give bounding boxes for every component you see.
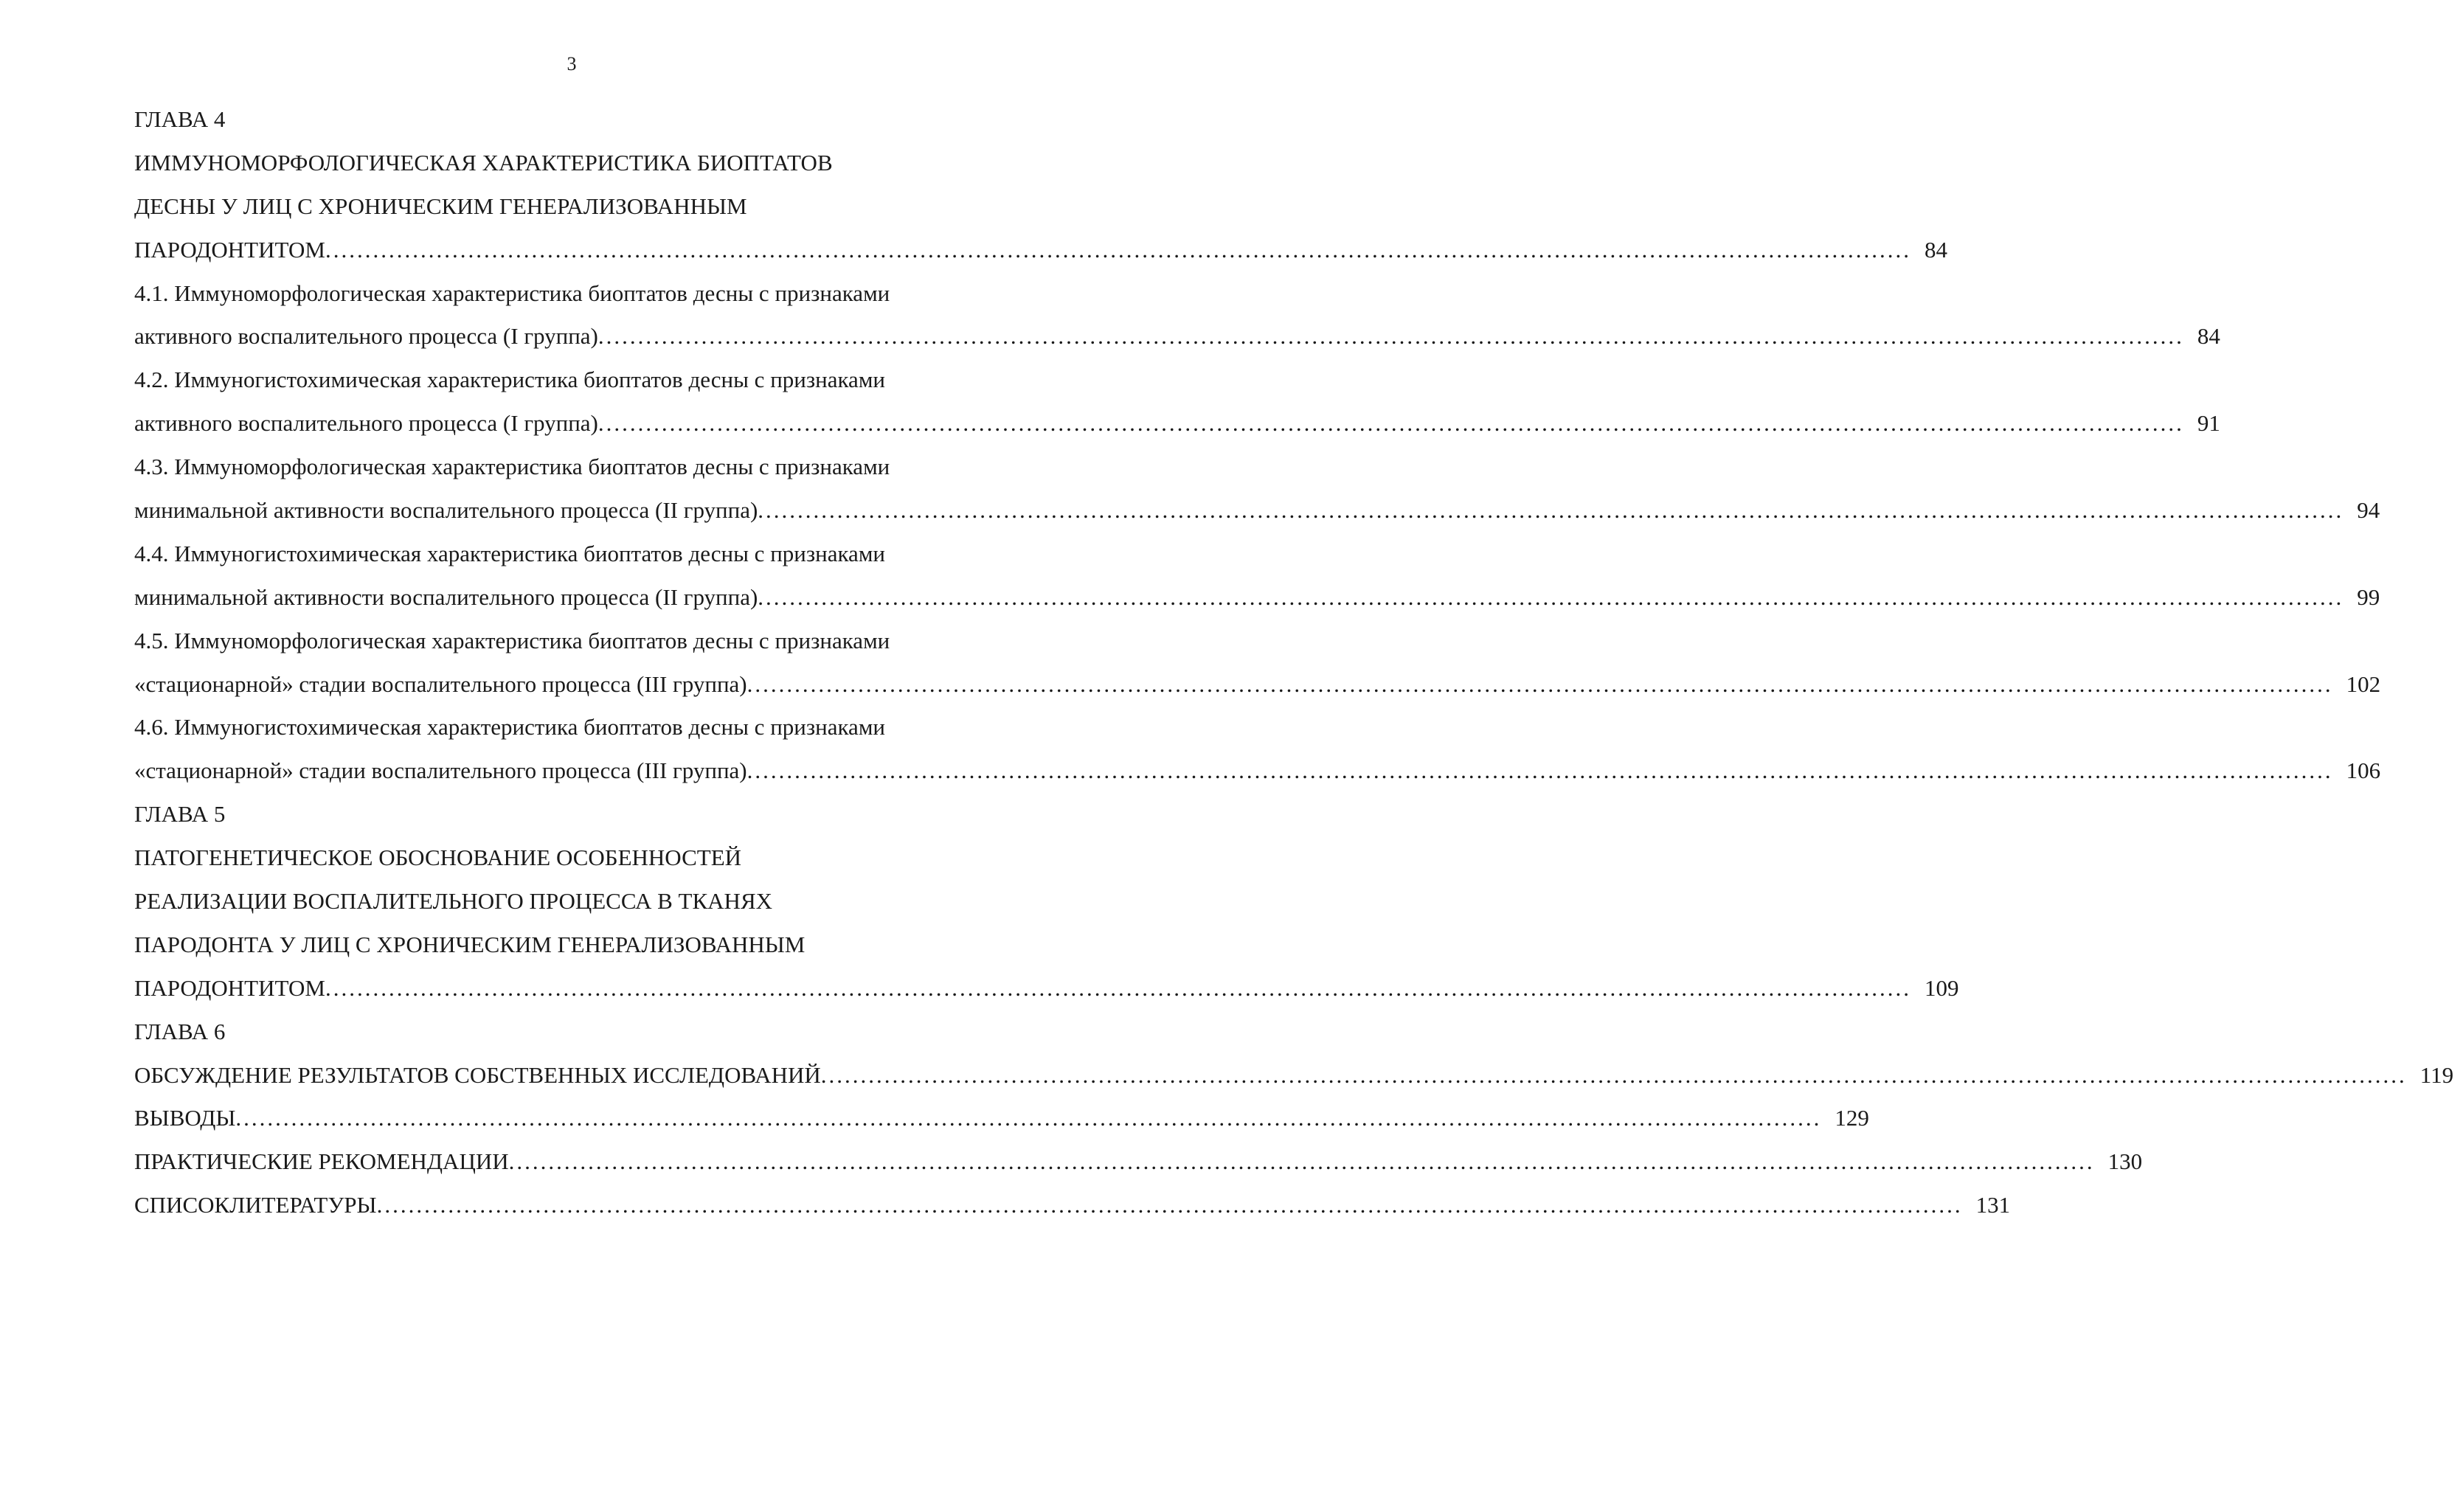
toc-line-text: 4.6. Иммуногистохимическая характеристика биоптатов десны с признаками [134, 714, 886, 741]
toc-entry [134, 1054, 2454, 1097]
toc-line-text: 4.2. Иммуногистохимическая характеристика биоптатов десны с признаками [134, 367, 886, 393]
table-of-contents [134, 98, 2454, 1227]
toc-entry [134, 967, 1959, 1010]
toc-line-text: ДЕСНЫ У ЛИЦ С ХРОНИЧЕСКИМ ГЕНЕРАЛИЗОВАННЫМ [134, 193, 747, 219]
toc-page-number: 84 [1924, 236, 1947, 263]
toc-line-text: ПАРОДОНТИТОМ [134, 236, 325, 263]
dot-leader: ........................................................................................................................................................................................................ [325, 236, 1911, 263]
toc-line [134, 98, 1027, 142]
toc-entry [134, 1097, 1869, 1140]
toc-line-text: ГЛАВА 6 [134, 1018, 226, 1044]
toc-entry [134, 402, 2220, 445]
toc-page-number: 129 [1835, 1105, 1869, 1131]
toc-page-number: 84 [2197, 323, 2220, 350]
toc-line [134, 620, 1027, 663]
toc-line [134, 836, 1027, 880]
toc-line-text: 4.5. Иммуноморфологическая характеристика биоптатов десны с признаками [134, 627, 890, 653]
dot-leader: ........................................................................................................................................................................................................ [597, 323, 2184, 350]
toc-entry [134, 489, 2380, 533]
dot-leader: ........................................................................................................................................................................................................ [597, 410, 2184, 437]
dot-leader: ........................................................................................................................................................................................................ [325, 974, 1911, 1001]
toc-page-number: 106 [2346, 757, 2381, 784]
toc-line [134, 533, 1027, 576]
toc-line-text: 4.3. Иммуноморфологическая характеристика биоптатов десны с признаками [134, 454, 890, 480]
toc-entry [134, 315, 2220, 358]
toc-line-text: ПАРОДОНТИТОМ [134, 974, 325, 1001]
toc-line-text: минимальной активности воспалительного процесса (II группа) [134, 583, 758, 610]
toc-line-text: ПРАКТИЧЕСКИЕ РЕКОМЕНДАЦИИ [134, 1148, 509, 1175]
toc-entry [134, 229, 1947, 272]
toc-page-number: 131 [1975, 1192, 2011, 1218]
toc-entry [134, 576, 2380, 620]
dot-leader: ........................................................................................................................................................................................................ [758, 497, 2344, 524]
toc-line [134, 1010, 1027, 1054]
toc-entry [134, 1140, 2143, 1184]
toc-line [134, 793, 1027, 836]
toc-line [134, 923, 1027, 967]
toc-line [134, 706, 1027, 749]
toc-page-number: 102 [2346, 670, 2381, 697]
toc-line-text: ПАТОГЕНЕТИЧЕСКОЕ ОБОСНОВАНИЕ ОСОБЕННОСТЕЙ [134, 845, 742, 871]
toc-entry [134, 749, 2381, 793]
toc-line [134, 185, 1027, 229]
toc-page-number: 109 [1924, 974, 1959, 1001]
toc-line-text: 4.1. Иммуноморфологическая характеристика биоптатов десны с признаками [134, 280, 890, 306]
toc-line [134, 358, 1027, 402]
dot-leader: ........................................................................................................................................................................................................ [508, 1148, 2095, 1175]
dot-leader: ........................................................................................................................................................................................................ [746, 670, 2333, 697]
toc-line-text: «стационарной» стадии воспалительного процесса (III группа) [134, 757, 747, 784]
toc-line-text: ПАРОДОНТА У ЛИЦ С ХРОНИЧЕСКИМ ГЕНЕРАЛИЗОВАННЫМ [134, 931, 806, 957]
toc-line [134, 272, 1027, 316]
toc-entry [134, 1184, 2011, 1227]
dot-leader: ........................................................................................................................................................................................................ [758, 583, 2344, 610]
toc-line-text: ГЛАВА 5 [134, 801, 226, 828]
toc-page-number: 91 [2197, 410, 2220, 437]
toc-page-number: 130 [2107, 1148, 2143, 1175]
toc-line-text: минимальной активности воспалительного процесса (II группа) [134, 497, 758, 524]
toc-line-text: 4.4. Иммуногистохимическая характеристика биоптатов десны с признаками [134, 540, 886, 566]
toc-page-number: 99 [2357, 583, 2380, 610]
dot-leader: ........................................................................................................................................................................................................ [820, 1061, 2407, 1088]
toc-entry [134, 663, 2381, 707]
toc-line-text: активного воспалительного процесса (I группа) [134, 323, 598, 350]
toc-line-text: активного воспалительного процесса (I группа) [134, 410, 598, 437]
toc-line-text: СПИСОКЛИТЕРАТУРЫ [134, 1192, 377, 1218]
toc-line [134, 445, 1027, 489]
dot-leader: ........................................................................................................................................................................................................ [235, 1105, 1822, 1131]
toc-line-text: «стационарной» стадии воспалительного процесса (III группа) [134, 670, 747, 697]
toc-line [134, 142, 1027, 185]
toc-line-text: РЕАЛИЗАЦИИ ВОСПАЛИТЕЛЬНОГО ПРОЦЕССА В ТКАНЯХ [134, 888, 773, 915]
toc-line-text: ГЛАВА 4 [134, 106, 226, 132]
toc-line [134, 880, 1027, 923]
dot-leader: ........................................................................................................................................................................................................ [376, 1192, 1963, 1218]
toc-page-number: 119 [2419, 1061, 2454, 1088]
toc-line-text: ИММУНОМОРФОЛОГИЧЕСКАЯ ХАРАКТЕРИСТИКА БИОПТАТОВ [134, 149, 833, 176]
toc-page-number: 94 [2357, 497, 2380, 524]
page-number: 3 [567, 53, 577, 74]
dot-leader: ........................................................................................................................................................................................................ [746, 757, 2333, 784]
toc-line-text: ОБСУЖДЕНИЕ РЕЗУЛЬТАТОВ СОБСТВЕННЫХ ИССЛЕДОВАНИЙ [134, 1061, 821, 1088]
toc-line-text: ВЫВОДЫ [134, 1105, 236, 1131]
